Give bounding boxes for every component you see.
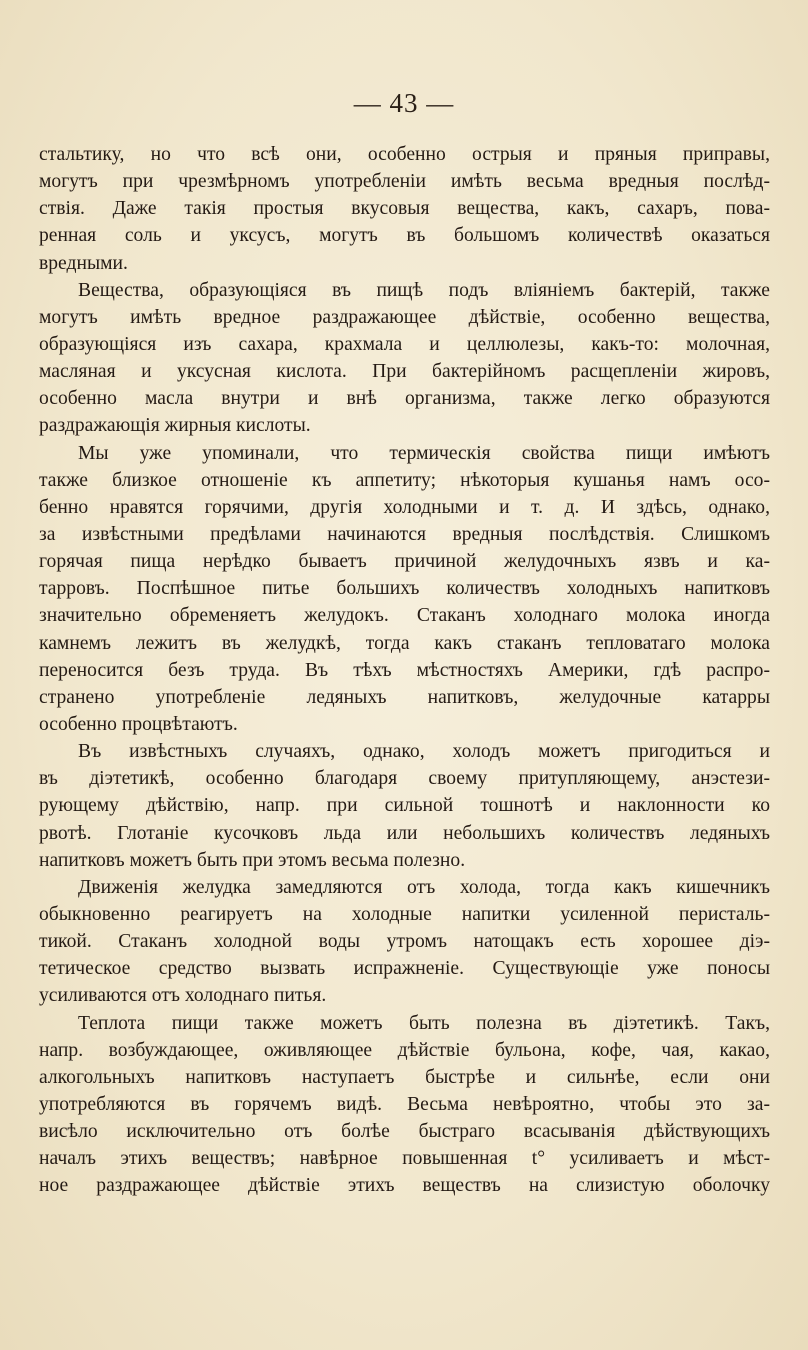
paragraph: [39, 440, 770, 739]
text-line: раздражающiя жирныя кислоты.: [39, 415, 311, 437]
text-line: алкогольныхъ напитковъ наступаетъ быстрѣе и сильнѣе, если они: [39, 1066, 770, 1088]
text-line: ствiя. Даже такiя простыя вкусовыя вещества, какъ, сахаръ, пова-: [39, 198, 770, 220]
text-line: значительно обременяетъ желудокъ. Стаканъ холоднаго молока иногда: [39, 605, 770, 627]
paragraph: [39, 141, 770, 277]
text-line: висѣло исключительно отъ болѣе быстраго всасыванiя дѣйствующихъ: [39, 1121, 770, 1143]
paragraph: [39, 738, 770, 874]
text-line: могутъ при чрезмѣрномъ употребленiи имѣть весьма вредныя послѣд-: [39, 171, 770, 193]
text-line: тарровъ. Поспѣшное питье большихъ количествъ холодныхъ напитковъ: [39, 578, 770, 600]
paragraph: [39, 1010, 770, 1200]
body-text: [39, 141, 770, 1199]
text-line: Въ извѣстныхъ случаяхъ, однако, холодъ можетъ пригодиться и: [78, 741, 770, 763]
text-line: Мы уже упоминали, что термическiя свойства пищи имѣютъ: [78, 442, 770, 464]
text-line: переносится безъ труда. Въ тѣхъ мѣстностяхъ Америки, гдѣ распро-: [39, 659, 770, 681]
text-line: могутъ имѣть вредное раздражающее дѣйствiе, особенно вещества,: [39, 306, 770, 328]
text-line: бенно нравятся горячими, другiя холодными и т. д. И здѣсь, однако,: [39, 496, 770, 518]
text-line: ренная соль и уксусъ, могутъ въ большомъ количествѣ оказаться: [39, 225, 770, 247]
text-line: рвотѣ. Глотанiе кусочковъ льда или небольшихъ количествъ ледяныхъ: [39, 822, 770, 844]
text-line: за извѣстными предѣлами начинаются вредныя послѣдствiя. Слишкомъ: [39, 523, 770, 545]
text-line: странено употребленiе ледяныхъ напитковъ, желудочные катарры: [39, 686, 770, 708]
text-line: тетическое средство вызвать испражненiе. Существующiе уже поносы: [39, 958, 770, 980]
text-line: камнемъ лежитъ въ желудкѣ, тогда какъ стаканъ тепловатаго молока: [39, 632, 770, 654]
text-line: Теплота пищи также можетъ быть полезна въ дiэтетикѣ. Такъ,: [78, 1012, 770, 1034]
text-line: напитковъ можетъ быть при этомъ весьма полезно.: [39, 849, 466, 871]
text-line: вредными.: [39, 252, 128, 274]
text-line: также близкое отношенiе къ аппетиту; нѣкоторыя кушанья намъ осо-: [39, 469, 770, 491]
text-line: усиливаются отъ холоднаго питья.: [39, 985, 327, 1007]
text-line: стальтику, но что всѣ они, особенно острыя и пряныя приправы,: [39, 144, 770, 165]
text-line: въ дiэтетикѣ, особенно благодаря своему притупляющему, анэстези-: [39, 768, 770, 790]
paragraph: [39, 874, 770, 1010]
text-line: рующему дѣйствiю, напр. при сильной тошнотѣ и наклонности ко: [39, 795, 770, 817]
text-line: Движенiя желудка замедляются отъ холода, тогда какъ кишечникъ: [78, 876, 770, 898]
text-line: тикой. Стаканъ холодной воды утромъ натощакъ есть хорошее дiэ-: [39, 931, 770, 953]
text-line: началъ этихъ веществъ; навѣрное повышенная t° усиливаетъ и мѣст-: [39, 1148, 770, 1170]
text-line: напр. возбуждающее, оживляющее дѣйствiе бульона, кофе, чая, какао,: [39, 1039, 770, 1061]
text-line: особенно масла внутри и внѣ организма, также легко образуются: [39, 388, 770, 410]
text-line: употребляются въ горячемъ видѣ. Весьма невѣроятно, чтобы это за-: [39, 1093, 770, 1115]
page-number: — 43 —: [353, 88, 455, 118]
text-line: обыкновенно реагируетъ на холодные напитки усиленной перисталь-: [39, 903, 770, 925]
text-line: горячая пища нерѣдко бываетъ причиной желудочныхъ язвъ и ка-: [39, 551, 770, 573]
text-line: образующiяся изъ сахара, крахмала и целлюлезы, какъ-то: молочная,: [39, 333, 770, 355]
text-line: Вещества, образующiяся въ пищѣ подъ влiянiемъ бактерiй, также: [78, 279, 770, 301]
paragraph: [39, 277, 770, 440]
text-line: масляная и уксусная кислота. При бактерiйномъ расщепленiи жировъ,: [39, 361, 770, 383]
text-line: особенно процвѣтаютъ.: [39, 713, 238, 735]
text-line: ное раздражающее дѣйствiе этихъ веществъ на слизистую оболочку: [39, 1175, 770, 1197]
